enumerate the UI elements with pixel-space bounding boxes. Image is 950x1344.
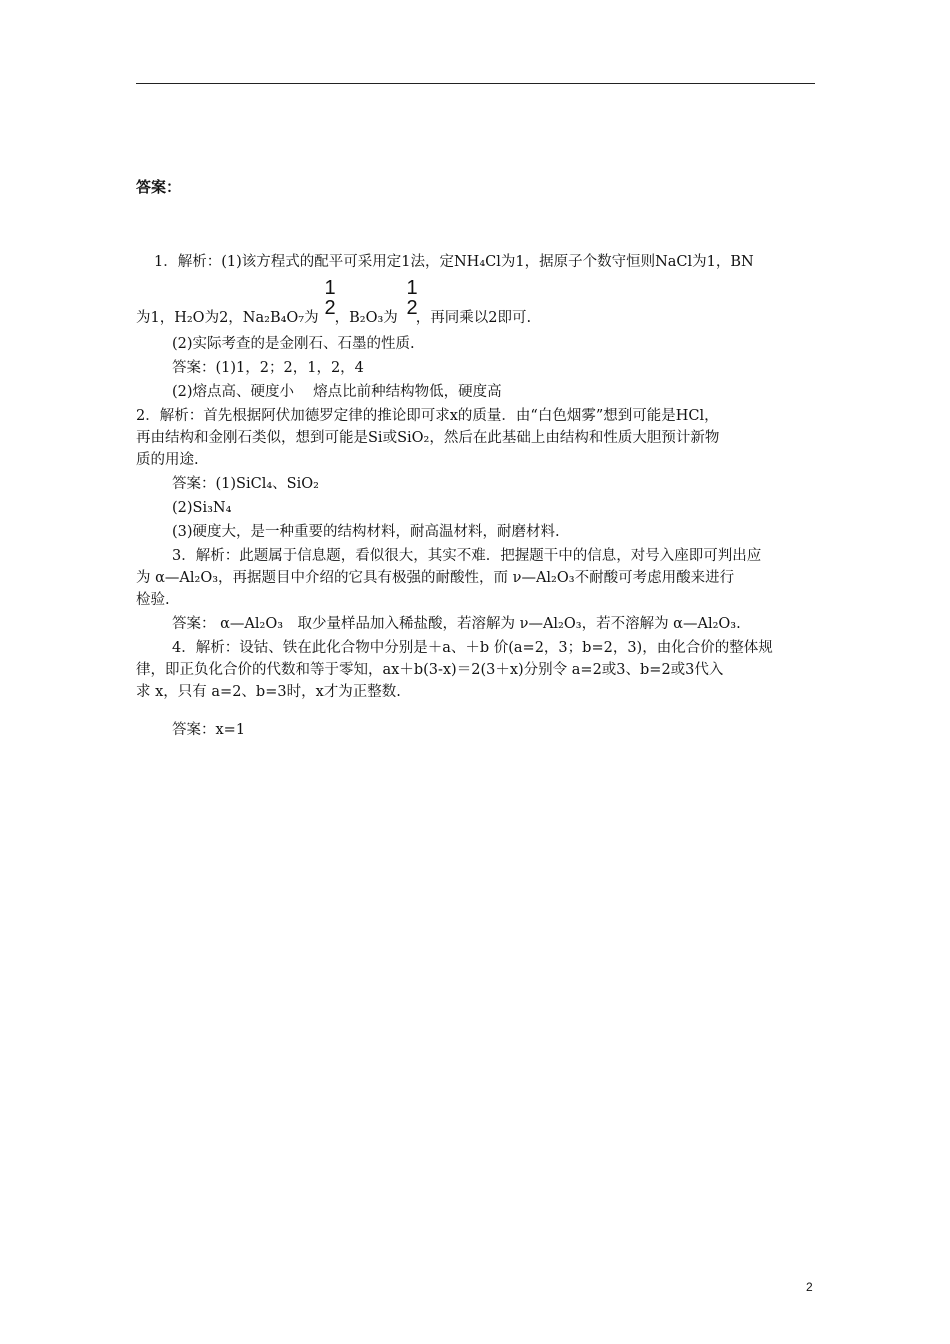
fraction-numerator: 1: [406, 277, 418, 299]
q4-line1: 4．解析：设钴、铁在此化合物中分别是＋a、＋b 价(a=2，3；b=2，3)，由化合价的整体规: [172, 640, 773, 656]
q1-line2-part-c: ，再同乘以2即可.: [415, 310, 532, 326]
answer-heading: 答案：: [136, 178, 182, 196]
q1-line5: (2)熔点高、硬度小 熔点比前种结构物低，硬度高: [172, 384, 502, 400]
q4-line4: 答案：x=1: [172, 722, 246, 738]
q1-line3: (2)实际考查的是金刚石、石墨的性质.: [172, 336, 415, 352]
q3-line3: 检验.: [136, 592, 170, 608]
page-number: 2: [806, 1280, 813, 1294]
q1-line2-part-b: ，B₂O₃为: [334, 310, 398, 326]
fraction-denominator: 2: [324, 297, 336, 319]
q2-line1: 2．解析：首先根据阿伏加德罗定律的推论即可求x的质量．由“白色烟雾”想到可能是HCl，: [136, 408, 719, 424]
fraction-denominator: 2: [406, 297, 418, 319]
q4-line2: 律，即正负化合价的代数和等于零知，ax＋b(3-x)＝2(3＋x)分别令 a=2或3、b=2或3代入: [136, 662, 724, 678]
q3-line1: 3．解析：此题属于信息题，看似很大，其实不难．把握题干中的信息，对号入座即可判出应: [172, 548, 762, 564]
q3-line2: 为 α—Al₂O₃，再据题目中介绍的它具有极强的耐酸性，而 ν—Al₂O₃不耐酸可考虑用酸来进行: [136, 570, 735, 586]
q2-line2: 再由结构和金刚石类似，想到可能是Si或SiO₂，然后在此基础上由结构和性质大胆预计新物: [136, 430, 720, 446]
q1-line1: 1．解析：(1)该方程式的配平可采用定1法，定NH₄Cl为1，据原子个数守恒则NaCl为1，BN: [154, 254, 754, 270]
q2-line4: 答案：(1)SiCl₄、SiO₂: [172, 476, 319, 492]
q2-line6: (3)硬度大，是一种重要的结构材料，耐高温材料，耐磨材料.: [172, 524, 560, 540]
q2-line3: 质的用途.: [136, 452, 199, 468]
q1-line2-part-a: 为1，H₂O为2，Na₂B₄O₇为: [136, 310, 319, 326]
fraction-numerator: 1: [324, 277, 336, 299]
header-rule: [136, 83, 815, 84]
q1-line4: 答案：(1)1，2；2，1，2，4: [172, 360, 364, 376]
q4-line3: 求 x，只有 a=2、b=3时，x才为正整数.: [136, 684, 401, 700]
q3-line4: 答案： α—Al₂O₃ 取少量样品加入稀盐酸，若溶解为 ν—Al₂O₃，若不溶解为 α—Al₂O₃.: [172, 616, 741, 632]
q1-line2: [136, 308, 816, 328]
q2-line5: (2)Si₃N₄: [172, 500, 232, 516]
